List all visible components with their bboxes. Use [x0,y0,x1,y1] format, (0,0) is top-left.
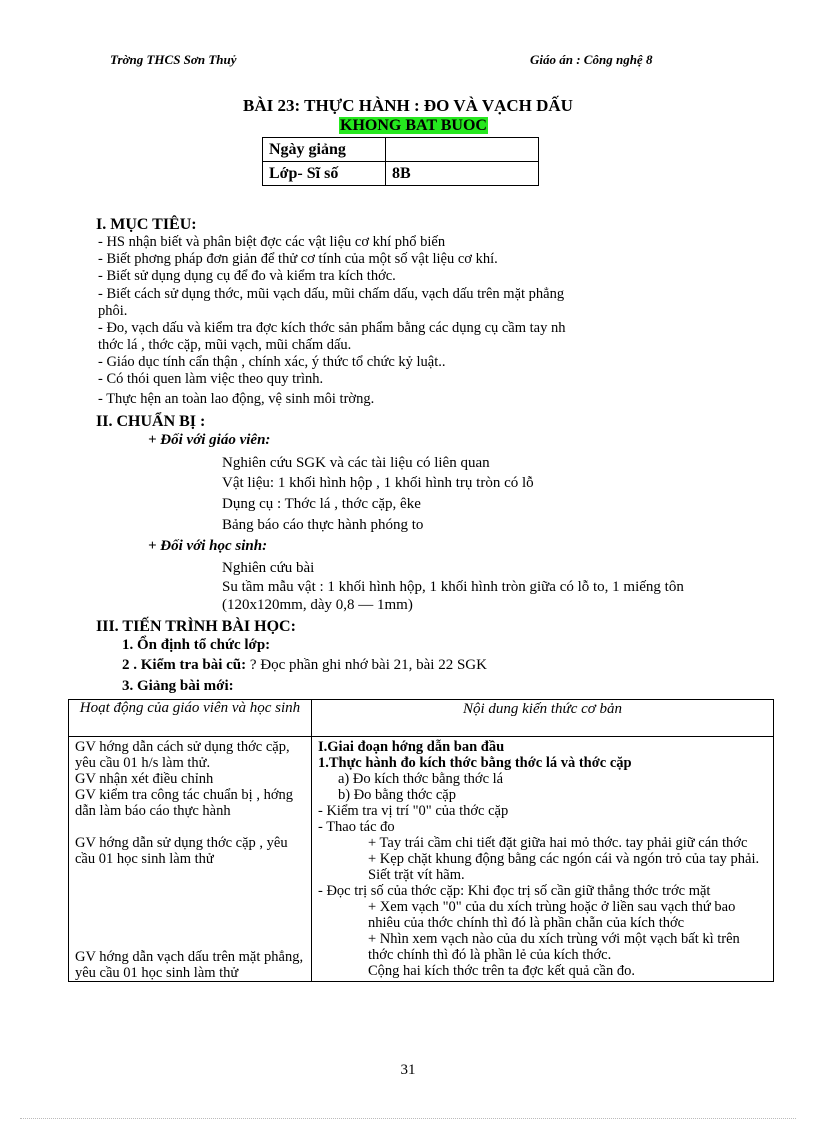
header-subject: Giáo án : Công nghệ 8 [530,52,653,67]
objective-line: - Giáo dục tính cẩn thận , chính xác, ý thức tổ chức kỷ luật.. [98,354,446,370]
content-item: b) Đo bằng thớc cặp [338,787,456,803]
content-item: - Đọc trị số của thớc cặp: Khi đọc trị số cần giữ thẳng thớc trớc mặt [318,883,711,899]
student-label: + Đối với học sinh: [148,538,268,554]
meta-value [386,138,539,162]
content-item: - Kiểm tra vị trí "0" của thớc cặp [318,803,509,819]
step-heading: 3. Giảng bài mới: [122,678,234,694]
content-item: + Nhìn xem vạch nào của du xích trùng với một vạch bất kì trên thớc chính thì đó là phần lẻ của kích thớc. [368,931,740,963]
section-heading: II. CHUẨN BỊ : [96,413,206,430]
table-row [69,737,774,982]
table-header-row [69,700,774,737]
header-school: Trờng THCS Sơn Thuỷ [110,52,237,67]
activity-line: GV hớng dẫn vạch dấu trên mặt phẳng, yêu cầu 01 học sinh làm thử [75,949,304,981]
step-label: 2 . Kiểm tra bài cũ: [122,657,247,673]
header-activities: Hoạt động của giáo viên và học sinh [69,700,312,737]
objective-line: - Đo, vạch dấu và kiểm tra đợc kích thớc sản phẩm bằng các dụng cụ cầm tay nh [98,320,566,336]
objective-line: - Thực hện an toàn lao động, vệ sinh môi trờng. [98,391,375,407]
student-item: Su tầm mẫu vật : 1 khối hình hộp, 1 khối hình tròn giữa có lỗ to, 1 miếng tôn (120x120mm, dày 0,8 — 1mm) [222,579,684,613]
header-content: Nội dung kiến thức cơ bản [312,700,774,737]
step-heading [122,657,487,674]
objective-line: - Biết phơng pháp đơn giản để thử cơ tính của một số vật liệu cơ khí. [98,251,498,267]
content-item: + Xem vạch "0" của du xích trùng hoặc ở liền sau vạch thứ bao nhiêu của thớc chính thì đó là phần chẵn của kích thớc [368,899,736,931]
page-number: 31 [400,1062,416,1078]
meta-value: 8B [386,162,539,186]
step-text: ? Đọc phần ghi nhớ bài 21, bài 22 SGK [246,657,487,673]
step-heading: 1. Ổn định tổ chức lớp: [122,637,271,653]
content-item: + Kẹp chặt khung động bằng các ngón cái và ngón trỏ của tay phải. Siết trặt vít hãm. [368,851,760,883]
content-item: Cộng hai kích thớc trên ta đợc kết quả cần đo. [368,963,635,979]
content-heading: I.Giai đoạn hớng dẫn ban đầu [318,739,505,755]
objective-line: - Có thói quen làm việc theo quy trình. [98,371,324,387]
activity-line: GV hớng dẫn cách sử dụng thớc cặp, yêu cầu 01 h/s làm thử. [75,739,290,771]
objective-line: - Biết sử dụng dụng cụ để đo và kiểm tra kích thớc. [98,268,396,284]
objective-line: thớc lá , thớc cặp, mũi vạch, mũi chấm dấu. [98,337,352,353]
teacher-item: Bảng báo cáo thực hành phóng to [222,517,424,533]
meta-row [263,162,539,186]
activity-line: GV kiểm tra công tác chuẩn bị , hớng dẫn làm báo cáo thực hành [75,787,293,819]
page-separator [20,1118,796,1119]
content-subheading: 1.Thực hành đo kích thớc bằng thớc lá và thớc cặp [318,755,632,771]
activities-cell [69,737,312,982]
objective-line: - Biết cách sử dụng thớc, mũi vạch dấu, mũi chấm dấu, vạch dấu trên mặt phẳng [98,286,565,302]
meta-row [263,138,539,162]
meta-label: Ngày giảng [263,138,386,162]
content-item: - Thao tác đo [318,819,395,835]
content-cell [312,737,774,982]
meta-table [262,137,539,186]
meta-label: Lớp- Sĩ số [263,162,386,186]
objective-line: phôi. [98,303,128,319]
section-heading: I. MỤC TIÊU: [96,216,197,233]
objective-line: - HS nhận biết và phân biệt đợc các vật liệu cơ khí phổ biến [98,234,446,250]
page-title: BÀI 23: THỰC HÀNH : ĐO VÀ VẠCH DẤU [243,96,573,115]
teacher-item: Vật liệu: 1 khối hình hộp , 1 khối hình trụ tròn có lỗ [222,475,534,491]
content-item: a) Đo kích thớc bằng thớc lá [338,771,504,787]
section-heading: III. TIẾN TRÌNH BÀI HỌC: [96,618,296,635]
lesson-table [68,699,774,982]
teacher-item: Dụng cụ : Thớc lá , thớc cặp, êke [222,496,421,512]
highlight-note: KHONG BAT BUOC [340,117,487,134]
activity-line: GV nhận xét điều chỉnh [75,771,214,787]
activity-line: GV hớng dẫn sử dụng thớc cặp , yêu cầu 01 học sinh làm thử [75,835,288,867]
student-item: Nghiên cứu bài [222,560,315,576]
teacher-label: + Đối với giáo viên: [148,432,271,448]
teacher-item: Nghiên cứu SGK và các tài liệu có liên quan [222,455,490,471]
content-item: + Tay trái cầm chi tiết đặt giữa hai mỏ thớc. tay phải giữ cán thớc [368,835,748,851]
